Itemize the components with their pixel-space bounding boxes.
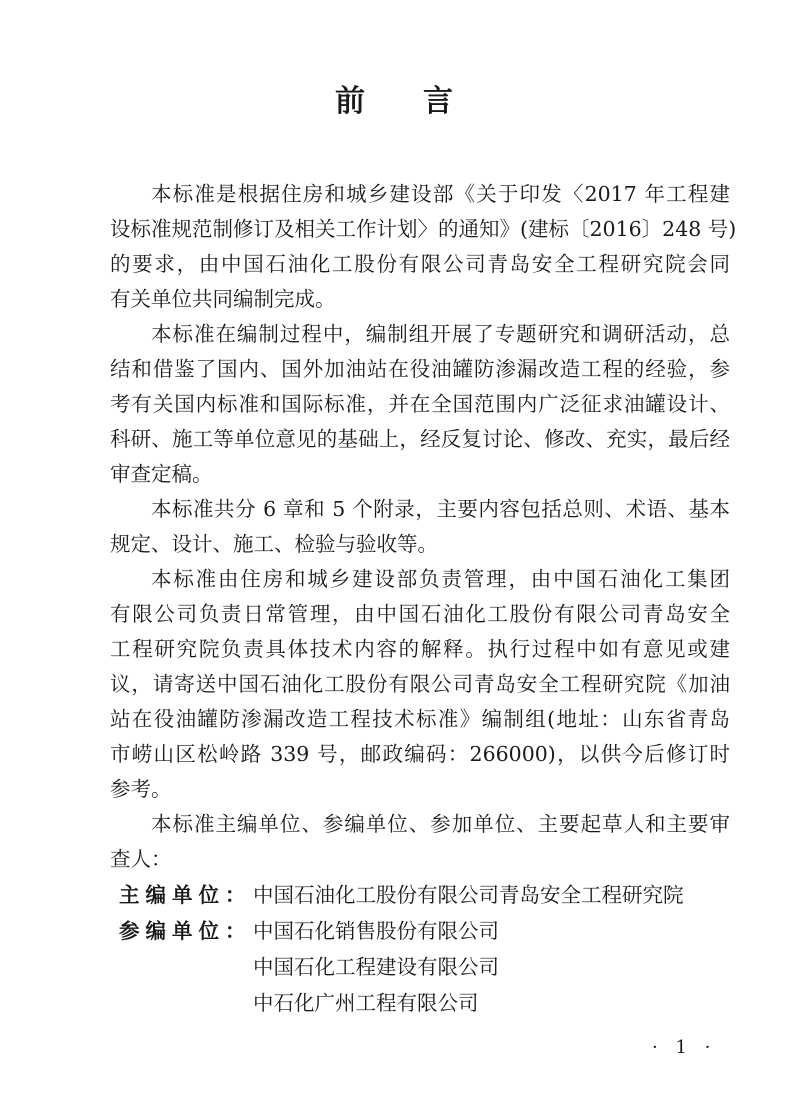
text-line: 参考。	[110, 777, 172, 801]
organization-name: 中国石油化工股份有限公司青岛安全工程研究院	[253, 883, 684, 907]
text-line: 站在役油罐防渗漏改造工程技术标准》编制组(地址：山东省青岛	[110, 707, 730, 731]
text-line: 查人：	[110, 847, 172, 871]
page-number: · 1 ·	[652, 1037, 717, 1058]
text-line: 有限公司负责日常管理，由中国石油化工股份有限公司青岛安全	[110, 602, 730, 626]
text-line: 结和借鉴了国内、国外加油站在役油罐防渗漏改造工程的经验，参	[110, 357, 730, 381]
text-line: 本标准由住房和城乡建设部负责管理，由中国石油化工集团	[151, 567, 730, 591]
paragraph	[110, 317, 730, 492]
text-line: 科研、施工等单位意见的基础上，经反复讨论、修改、充实，最后经	[110, 427, 730, 451]
organization-role-label	[110, 949, 253, 985]
text-line: 本标准主编单位、参编单位、参加单位、主要起草人和主要审	[151, 812, 730, 836]
page-title	[0, 76, 790, 120]
text-line: 的要求，由中国石油化工股份有限公司青岛安全工程研究院会同	[110, 252, 730, 276]
organization-role-label	[110, 985, 253, 1021]
text-line: 工程研究院负责具体技术内容的解释。执行过程中如有意见或建	[110, 637, 730, 661]
organizations-list	[110, 877, 750, 1021]
organization-row	[110, 913, 750, 949]
organization-name: 中国石化工程建设有限公司	[253, 955, 499, 979]
text-line: 议，请寄送中国石油化工股份有限公司青岛安全工程研究院《加油	[110, 672, 730, 696]
paragraph	[110, 492, 730, 562]
text-line: 有关单位共同编制完成。	[110, 287, 336, 311]
text-line: 考有关国内标准和国际标准，并在全国范围内广泛征求油罐设计、	[110, 392, 730, 416]
organization-row	[110, 877, 750, 913]
organization-name: 中石化广州工程有限公司	[253, 991, 479, 1015]
text-line: 本标准共分 6 章和 5 个附录，主要内容包括总则、术语、基本	[151, 497, 730, 521]
text-line: 市崂山区松岭路 339 号，邮政编码：266000)，以供今后修订时	[110, 742, 730, 766]
paragraph	[110, 177, 737, 317]
text-line: 本标准是根据住房和城乡建设部《关于印发〈2017 年工程建	[151, 182, 730, 206]
organization-role-label: 主编单位：	[119, 883, 252, 907]
paragraph	[110, 562, 730, 807]
organization-role-label: 参编单位：	[119, 919, 252, 943]
text-line: 规定、设计、施工、检验与验收等。	[110, 532, 438, 556]
organization-row	[110, 949, 750, 985]
organization-row	[110, 985, 750, 1021]
paragraph	[110, 807, 730, 877]
title-char: 前	[335, 84, 367, 119]
text-line: 本标准在编制过程中，编制组开展了专题研究和调研活动，总	[151, 322, 730, 346]
text-line: 设标准规范制修订及相关工作计划〉的通知》(建标〔2016〕248 号)	[110, 217, 737, 241]
organization-name: 中国石化销售股份有限公司	[253, 919, 499, 943]
preface-body	[110, 177, 737, 877]
text-line: 审查定稿。	[110, 462, 213, 486]
title-char: 言	[423, 84, 455, 119]
